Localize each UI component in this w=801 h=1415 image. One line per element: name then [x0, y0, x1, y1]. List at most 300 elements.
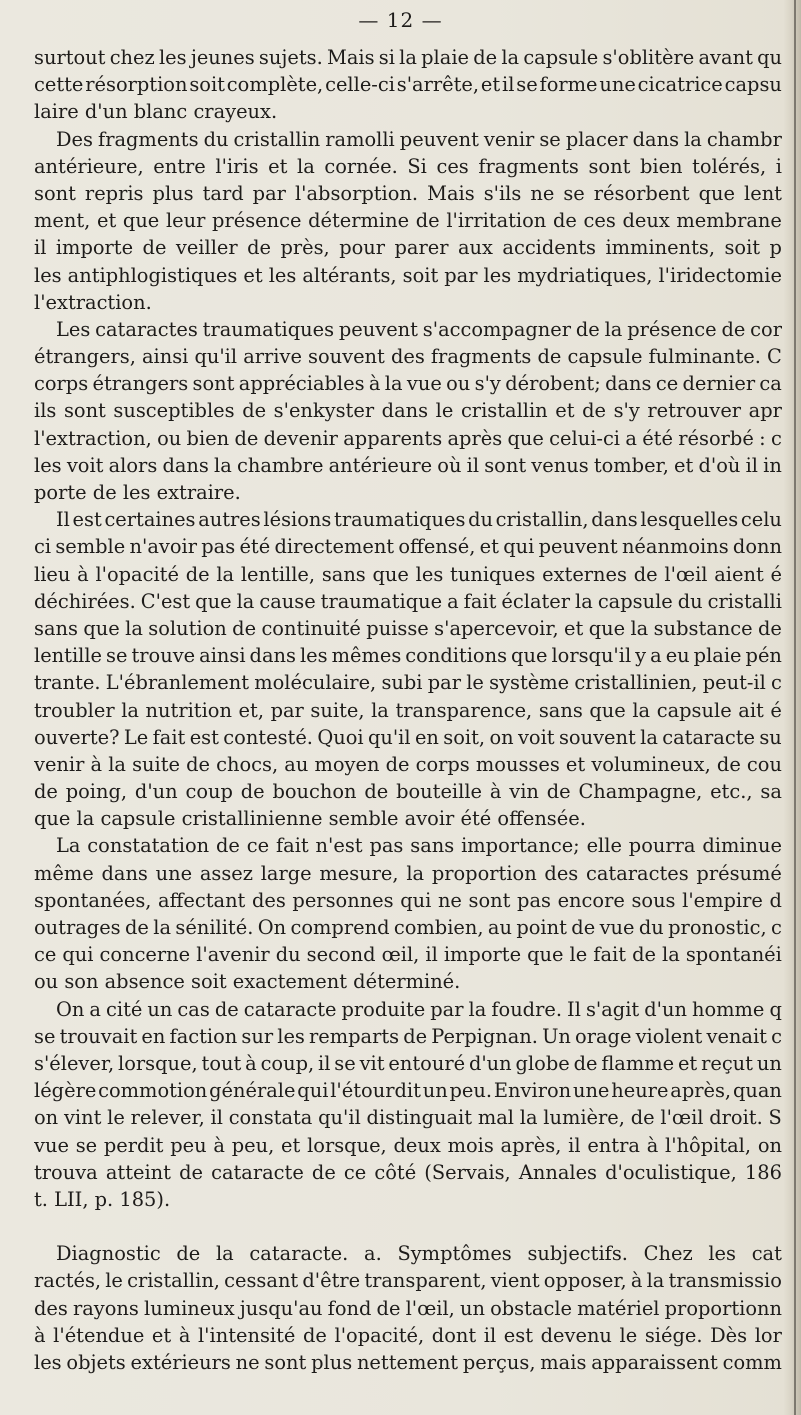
word: Il [56, 508, 70, 532]
word: ce [246, 834, 270, 858]
word: combien, [393, 916, 484, 939]
word: présence [627, 317, 717, 341]
word: sénilité. [175, 916, 254, 939]
word: se [563, 181, 585, 205]
word: d'où [698, 453, 741, 477]
word: la [640, 725, 658, 749]
word: et [268, 154, 288, 178]
word: atteint [105, 1160, 171, 1184]
word: ait [738, 698, 764, 722]
word: il [483, 1323, 497, 1347]
word: leur [165, 209, 206, 233]
word: spontanées, [34, 888, 152, 912]
word: près, [280, 236, 330, 260]
word: que [698, 181, 735, 205]
word: offensé, [398, 535, 476, 559]
word: qu'il [318, 1106, 361, 1130]
word: conditions [405, 644, 508, 668]
word: est [503, 1323, 534, 1347]
word: les [708, 1242, 736, 1266]
word: reçut [701, 1051, 753, 1075]
word: y [635, 644, 647, 668]
word: Mais [427, 181, 475, 205]
word: et [674, 453, 694, 477]
word: cataracte [662, 725, 755, 749]
word: sujets. [258, 46, 323, 69]
word: soit [189, 73, 225, 97]
word: que [195, 589, 232, 613]
word: personnes [292, 888, 394, 912]
word: étrangers [92, 372, 189, 396]
word: de [234, 426, 259, 450]
word: de [385, 752, 410, 776]
word: ca [759, 372, 782, 396]
word: n'avoir [129, 535, 197, 559]
word: ouverte? [34, 725, 120, 749]
text-line: l'extraction. [34, 290, 152, 314]
word: s'y [613, 399, 640, 423]
word: fait [152, 725, 186, 749]
word: on [34, 1106, 59, 1130]
word: des [34, 1296, 68, 1320]
word: il [318, 1051, 331, 1075]
word: tard [202, 181, 244, 205]
word: et [677, 1051, 698, 1075]
word: de [142, 236, 167, 260]
word: le [619, 1323, 638, 1347]
word: à [178, 1323, 191, 1347]
word: orage [575, 1024, 632, 1048]
word: pas [369, 834, 404, 858]
word: S [768, 1106, 782, 1130]
word: lorsque, [118, 1051, 198, 1075]
word: trouva [34, 1160, 98, 1184]
text-line [34, 860, 782, 887]
word: sont [484, 453, 527, 477]
word: bouchon [272, 780, 357, 804]
word: du [468, 508, 493, 532]
word: peuvent [338, 317, 418, 341]
word: avant [698, 46, 753, 69]
word: traumatique [320, 589, 443, 613]
word: l'étendue [53, 1323, 145, 1347]
word: la [371, 698, 389, 722]
word: vin [509, 780, 539, 804]
word: coup [185, 780, 233, 804]
word: que [372, 562, 409, 586]
word: suite, [310, 698, 365, 722]
word: vint [63, 1106, 102, 1130]
word: i [775, 154, 782, 178]
word: ment, [34, 209, 91, 233]
word: s'y [474, 372, 501, 396]
body-text [34, 44, 782, 1376]
word: Dès [710, 1323, 748, 1347]
word: un [756, 1051, 782, 1075]
word: pourra [628, 834, 696, 858]
text-line [34, 1295, 782, 1322]
word: a [650, 644, 662, 668]
word: que [122, 209, 160, 233]
word: de [242, 399, 267, 423]
word: d [769, 888, 782, 912]
word: la [646, 1269, 665, 1293]
word: vient [490, 1269, 540, 1293]
word: plaie [421, 46, 469, 69]
word: retrouver [647, 399, 742, 423]
word: qui [400, 888, 432, 912]
text-line [34, 1159, 782, 1186]
text-line [34, 343, 782, 370]
word: ne [437, 888, 462, 912]
word: vue [406, 372, 442, 396]
text-line [34, 1023, 782, 1050]
word: Symptômes [397, 1242, 512, 1266]
word: la [406, 861, 425, 885]
word: Un [542, 1024, 571, 1048]
word: à [630, 1269, 643, 1293]
word: semble [55, 535, 126, 559]
word: après [447, 426, 503, 450]
word: que [527, 943, 564, 967]
word: ces [436, 154, 469, 178]
word: qu [757, 46, 782, 69]
text-line [34, 669, 782, 696]
word: traumatiques [202, 317, 335, 341]
word: et [564, 616, 584, 640]
word: aient [714, 562, 764, 586]
word: générale [209, 1079, 296, 1103]
word: de [34, 780, 58, 804]
word: que [589, 698, 626, 722]
word: chocs, [216, 752, 279, 776]
word: à [77, 562, 89, 586]
word: la [153, 916, 172, 939]
word: accidents [502, 236, 597, 260]
text-line [34, 316, 782, 343]
word: ce [34, 943, 57, 967]
word: s'ils [483, 181, 522, 205]
word: qui [503, 535, 535, 559]
text-line [34, 234, 782, 261]
word: Champagne, [578, 780, 703, 804]
word: dont [431, 1323, 477, 1347]
text-line [34, 1132, 782, 1159]
word: peuvent [399, 127, 479, 151]
word: ce [655, 372, 679, 396]
word: l'absorption. [294, 181, 419, 205]
word: et [555, 399, 575, 423]
word: peut-il [702, 671, 766, 695]
word: les [483, 263, 512, 287]
word: à [34, 1323, 46, 1347]
word: de [216, 834, 240, 858]
word: s'oblitère [602, 46, 695, 69]
word: rayons [72, 1296, 139, 1320]
word: heure [611, 1079, 669, 1103]
word: dans [591, 508, 638, 532]
word: antérieure, [34, 154, 144, 178]
word: sont [588, 154, 631, 178]
word: peu [170, 1133, 207, 1157]
word: dans [101, 861, 148, 885]
word: cicatrice [637, 73, 723, 97]
word: en [141, 1024, 166, 1048]
word: été [239, 535, 271, 559]
word: de [376, 1296, 401, 1320]
word: continuité [261, 616, 361, 640]
word: par [430, 997, 464, 1021]
word: celui-ci [549, 426, 621, 450]
word: homme [692, 997, 765, 1021]
word: ou [157, 426, 182, 450]
word: lésions [263, 508, 332, 532]
word: proportion [431, 861, 537, 885]
word: d'oculistique, [605, 1160, 737, 1184]
word: On [257, 916, 287, 939]
word: une [155, 861, 193, 885]
word: tolérés, [692, 154, 767, 178]
word: et [480, 73, 501, 97]
word: pour [339, 236, 386, 260]
word: venait [706, 1024, 767, 1048]
word: est [189, 725, 219, 749]
word: troubler [34, 698, 115, 722]
word: venus [531, 453, 589, 477]
word: outrages [34, 916, 121, 939]
word: dans [249, 644, 296, 668]
word: parer [394, 236, 449, 260]
word: lumière, [543, 1106, 625, 1130]
word: de [632, 943, 656, 967]
word: système [489, 671, 570, 695]
word: : [759, 426, 766, 450]
word: de [232, 616, 257, 640]
word: c [771, 1024, 782, 1048]
word: les [415, 562, 444, 586]
word: la [125, 616, 143, 640]
word: de [303, 1323, 327, 1347]
word: en [414, 725, 439, 749]
word: par [270, 698, 304, 722]
word: de [573, 1051, 598, 1075]
word: par [444, 263, 478, 287]
word: Les [56, 317, 91, 341]
word: Quoi [317, 725, 364, 749]
text-line [34, 126, 782, 153]
word: se [106, 644, 128, 668]
word: à [213, 1133, 225, 1157]
word: complète, [226, 73, 324, 97]
word: Mais [326, 46, 375, 69]
word: transparence, [395, 698, 533, 722]
word: dans [381, 399, 429, 423]
word: objets [66, 1351, 126, 1374]
word: résorption [85, 73, 188, 97]
word: apparents [343, 426, 443, 450]
word: résorbent [593, 181, 690, 205]
word: un [422, 1079, 448, 1103]
word: capsule [597, 589, 673, 613]
word: de [552, 209, 577, 233]
word: apparaissent [591, 1351, 718, 1374]
word: l'étourdit [330, 1079, 421, 1103]
word: ainsi [199, 644, 246, 668]
word: pén [745, 644, 782, 668]
word: proportionn [664, 1296, 782, 1320]
word: cataracte [211, 1160, 304, 1184]
word: dernier [682, 372, 756, 396]
text-line [34, 561, 782, 588]
word: mydriatiques, [517, 263, 653, 287]
text-line [34, 506, 782, 533]
text-line [34, 207, 782, 234]
word: cas [177, 997, 210, 1021]
word: peuvent [538, 535, 618, 559]
word: su [759, 725, 782, 749]
word: vue [34, 1133, 69, 1157]
text-line [34, 153, 782, 180]
word: les [299, 644, 328, 668]
text-line [34, 588, 782, 615]
text-line [34, 1077, 782, 1104]
word: nettement [356, 1351, 459, 1374]
word: si [378, 46, 395, 69]
word: fait [593, 943, 627, 967]
word: que [588, 616, 626, 640]
word: de [403, 1024, 428, 1048]
word: eu [665, 644, 690, 668]
word: Il [567, 997, 581, 1021]
word: 186 [744, 1160, 782, 1184]
section-spacer [34, 1213, 782, 1240]
word: un [459, 1296, 485, 1320]
word: qu'il [194, 345, 238, 369]
word: sont [63, 399, 106, 423]
word: du [677, 589, 703, 613]
word: plus [311, 1351, 353, 1374]
word: entre [153, 154, 206, 178]
text-line [34, 1104, 782, 1131]
word: et [243, 263, 263, 287]
word: bien [639, 154, 683, 178]
text-line [34, 1050, 782, 1077]
word: s'enkyster [273, 399, 375, 423]
word: cristallin, [495, 508, 589, 532]
word: où [437, 453, 462, 477]
word: une [572, 1079, 610, 1103]
word: lorsque, [307, 1133, 387, 1157]
text-line [34, 1349, 782, 1376]
word: cou [746, 752, 782, 776]
word: de [546, 780, 571, 804]
text-line [34, 832, 782, 859]
word: s'apercevoir, [434, 616, 559, 640]
word: le [107, 1106, 125, 1130]
word: capsu [724, 73, 782, 97]
text-line [34, 887, 782, 914]
word: faction [169, 1024, 238, 1048]
word: chambr [706, 127, 782, 151]
word: entra [587, 1133, 640, 1157]
word: la [399, 46, 417, 69]
word: il [568, 1133, 581, 1157]
word: transparent, [364, 1269, 487, 1293]
text-line [34, 533, 782, 560]
word: de [575, 317, 600, 341]
word: cristallin [233, 127, 321, 151]
word: présumé [696, 861, 782, 885]
word: il [34, 236, 47, 260]
word: on [489, 725, 514, 749]
word: (Servais, [424, 1160, 511, 1184]
word: cette [34, 73, 84, 97]
word: concerne [99, 943, 191, 967]
word: L'ébranlement [105, 671, 250, 695]
word: des [390, 345, 425, 369]
word: qui [297, 1079, 329, 1103]
word: la [384, 372, 403, 396]
word: antiphlogistiques [67, 263, 238, 287]
word: fait [463, 589, 497, 613]
word: la [297, 154, 315, 178]
word: n'est [315, 834, 363, 858]
word: et [281, 1133, 301, 1157]
word: dans [632, 127, 680, 151]
word: de [214, 997, 239, 1021]
word: la [215, 1242, 234, 1266]
word: imminents, [605, 236, 716, 260]
word: é [770, 698, 782, 722]
word: tomber, [593, 453, 669, 477]
word: cessant [224, 1269, 299, 1293]
word: importance; [461, 834, 580, 858]
word: lieu [34, 562, 71, 586]
word: après, [500, 1133, 562, 1157]
word: p [769, 236, 782, 260]
word: bien [186, 426, 230, 450]
word: sont [192, 372, 235, 396]
text-line: que la capsule cristallinienne semble avoir été offensée. [34, 807, 586, 831]
word: second [306, 943, 376, 967]
word: fond [327, 1296, 372, 1320]
word: que [83, 616, 120, 640]
word: voit [517, 725, 555, 749]
word: l'avenir [196, 943, 270, 967]
word: ci [34, 535, 52, 559]
word: a. [364, 1242, 382, 1266]
word: soit, [443, 725, 486, 749]
word: il [502, 73, 515, 97]
word: par [252, 181, 286, 205]
word: de [240, 780, 265, 804]
text-line: ou son absence soit exactement déterminé. [34, 970, 461, 994]
word: mois [447, 1133, 494, 1157]
text-line: porte de les extraire. [34, 481, 241, 504]
word: sans [538, 698, 583, 722]
word: plus [152, 181, 194, 205]
word: importe [55, 236, 134, 260]
word: l'irritation [446, 209, 547, 233]
word: de [185, 562, 210, 586]
word: même [34, 861, 94, 885]
word: les [277, 1024, 305, 1048]
word: cristallinien, [574, 671, 698, 695]
word: sans [410, 834, 455, 858]
word: fulminante. [648, 345, 761, 369]
text-line [34, 778, 782, 805]
word: pas [201, 535, 236, 559]
